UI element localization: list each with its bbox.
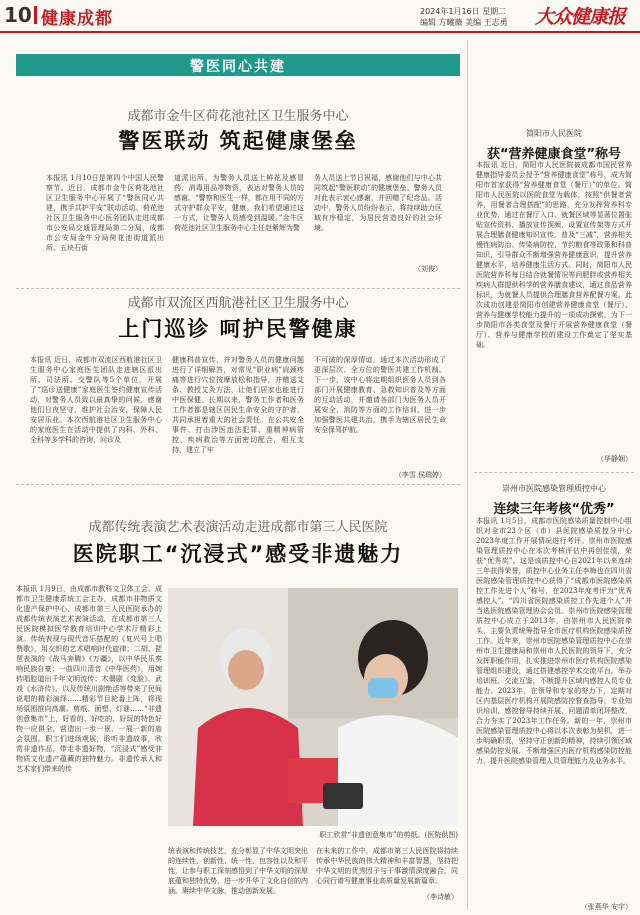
article1-headline: 警医联动 筑起健康堡垒 — [118, 129, 358, 153]
article1-column-3: 务人员送上节日祝福，感谢他们与中心共同筑起“警医联动”的健康堡垒。警务人员对此表示衷心感谢，并回赠了纪念品。活动中，警务人员纷纷表示，将持续助力区域有序稳定，为居民营造良好的社会环境。 — [314, 174, 442, 232]
article3-column-1: 本报讯 1月9日，由成都市教科文卫体工会、成都市卫生健康系统工会主办，成都市非物质文化遗产保护中心、成都市第三人民医院承办的成都传统表演艺术表演活动，在成都市第三人民医院模拟医学教育培训中心学术厅精彩上演。传统表现与现代音乐搭配的《复兴号上唱赞歌》，用交织的艺术唱响时代旋律；二胡、琵琶表演的《战马奔腾》《万疆》，以中华民乐奏响民族自豪；一曲四川清音《中华医药》，用婉转唱腔道出千年文明流传；木偶剧《变脸》、武戏《水浒传》、以及传统川剧绝活等带来了民间说唱的精彩演绎……精彩节目轮番上阵，将现场氛围推向高潮。剪纸、面塑、灯谜……“非遗创意集市”上，好看的、好吃的、好玩的特色好物一应俱全，营造出一步一景、一展一新的庙会氛围。职工们进场观展，聆听非遗故事，欣赏非遗作品，带走非遗好物，“沉浸式”感受非物质文化遗产蕴藏的独特魅力。非遗传承人和艺术家们带来的传 — [16, 585, 162, 773]
article2-kicker: 成都市双流区西航港社区卫生服务中心 — [127, 296, 349, 311]
news-photo — [168, 588, 458, 826]
article3-signature: （李诗敏） — [423, 893, 458, 901]
article1-signature: （刘俊） — [414, 265, 442, 273]
article1-column-1: 本报讯 1月10日是第四个中国人民警察节。近日，成都市金牛区荷花池社区卫生服务中心开展了“警医同心共建，携手共护平安”联动活动。荷花池社区卫生服务中心医务团队走进成都市公安局交通管理局第二分局，成都市公安局金牛分局荷花池街道派出所、五块石街 — [46, 174, 164, 252]
newspaper-logo: 大众健康报 — [535, 6, 626, 28]
right2-kicker: 崇州市医院感染管理质控中心 — [502, 484, 606, 493]
article-separator — [16, 288, 460, 289]
right2-signature: （张燕华 安宇） — [580, 903, 632, 911]
article3-column-3: 在未来的工作中，成都市第三人民医院将持续传承中华民族的伟大精神和丰富智慧，坚持把中华文明的优秀因子与干事激情深度融合，同心同行谱写健康事业高质量发展新篇章。 — [316, 847, 458, 885]
article2-signature: （李雪 侯瑞婷） — [394, 471, 446, 479]
article-separator — [474, 472, 634, 473]
article2-column-1: 本报讯 近日，成都市双流区西航港社区卫生服务中心家庭医生团队走进辖区派出所、司法所、交警队等5个单位，开展了“巡诊送健康”家庭医生签约健康宣传活动，对警务人员致以最真挚的问候，感谢他们日夜坚守，维护社会治安，保障人民安居乐业。本次西航港社区卫生服务中心的家庭医生在活动中提供了内科、外科、全科等多学科的咨询，问诊及 — [30, 356, 162, 444]
column-divider — [467, 40, 468, 910]
editor-credits: 编辑 方曦薇 美编 王志勇 — [420, 18, 508, 27]
article-separator — [16, 484, 460, 485]
right1-signature: （华静娴） — [597, 455, 632, 463]
photo-caption: 职工欣赏“非遗创意集市”的剪纸。(医院供图) — [319, 831, 458, 839]
page-number: 10 — [4, 3, 32, 27]
right2-body: 本报讯 1月5日，成都市医院感染质量控制中心组织对全市23个区（市）县医院感染质控分中心2023年度工作开展情况进行考评。崇州市医院感染管理质控中心在本次考核评估中再创佳绩，荣获“优秀奖”。这是该质控中心自2021年以来连续三年获得荣誉，质控中心业务主任李梅也在四川省医院感染管理质控中心获得了“成都市医院感染质控工作先进个人”称号，在2023年度考评为“优秀感控人”、“四川省医院感染质控工作先进个人”并当选医院感染管理协会会员。崇州市医院感染管理质控中心成立于2013年，由崇州市人民医院牵头，主要负责统筹指导全市医疗机构医院感染质控工作。近年来，崇州市医院感染管理质控中心在崇州市卫生健康局和崇州市人民医院的领导下，充分发挥职能作用，扎实推进崇州市医疗机构医院感染管理组织建设，通过搭建感控学术交流平台，举办培训班、交流互鉴，不断提升区域内感控人员专业能力。2023年，在领导和专家的努力下，定期对区内基层医疗机构开展院感防控督查指导，专业知识培训，感控督导持续开展，问题清单闭环整改，合力夯实了2023年工作任务。新的一年，崇州市医院感染管理质控中心将以本次表彰为契机，进一步明确职责，坚持守正创新的精神，持续引领区域感染防控发展，不断增强区内医疗机构感染防控能力，提升医院感染管理人员管理能力及业务水平。 — [476, 517, 632, 765]
issue-date: 2024年1月16日 星期二 — [420, 7, 507, 16]
right1-body: 本报讯 近日，简阳市人民医院被成都市国民营养健康指导委员会授予“营养健康食堂”称号，成为简阳市首家获得“营养健康食堂（餐厅）”的单位。简阳市人民医院以医院食堂为载体，按照“供餐者营养，用餐者合理搭配”的思路，充分发挥营养科专业优势，通过在餐厅入口、就餐区域等显著位置张贴宣传资料、播放宣传视频、设置宣传架等方式开展合理膳食健康知识宣传，普及“三减”，营养相关慢性病防治、传染病防控、节约粮食等政策和科普知识，引导群众不断增强营养健康意识，提升营养健康水平，培养健康生活方式。同时，简阳市人民医院营养科每日结合就餐情况等问肥胖或营养相关疾病人群提供科学的营养膳食建议，通过食品营养标识，为就餐人员提供合理膳食营养配餐方案。此次成功创建是简阳市创建营养健康食堂（餐厅）、营养与健康学校能力提升的一项成功探索，为下一步简阳市各类食堂及餐厅开展营养健康食堂（餐厅）、营养与健康学校的建设工作奠定了坚实基础。 — [476, 161, 632, 349]
right1-headline: 获“营养健康食堂”称号 — [486, 147, 622, 162]
article3-kicker: 成都传统表演艺术表演活动走进成都市第三人民医院 — [88, 520, 388, 535]
article3-column-2: 统表演和传统技艺，充分彰显了中华文明突出的连续性、创新性、统一性、包容性以及和平性，让参与职工深刻感悟到了中华文明的深厚底蕴和独特优势，进一步升华了文化自信的内涵。赓续中华文脉，推动创新发展。 — [168, 847, 308, 895]
section-title: 健康成都 — [41, 9, 113, 29]
header-rule — [0, 31, 640, 33]
article3-headline: 医院职工“沉浸式”感受非遗魅力 — [72, 542, 404, 566]
article2-column-2: 健康科普宣传，并对警务人员的健康问题进行了详细解答，对常见“职业病”肩颈疼痛等进行穴位按摩放松和指导，并赠送艾条、教授艾灸方法，让他们居家也能进行中医保健。长期以来，警务工作者和医务工作者都是辖区居民生命安全的守护者，共同承担着重大的社会责任。在公共安全事件、打击涉医违法犯罪、重精神病管控、疾病救治等方面密切配合，相互支持，建立了牢 — [172, 356, 304, 454]
article1-column-2: 道派出所，为警务人员送上鲜花及感冒药、消毒用品等物资，表达对警务人员的感谢。“警察和医生一样，都在用不同的方式守护群众平安，健康。我们希望通过这一方式，让警务人员感受到温暖。”金牛区荷花池社区卫生服务中心主任赵紫辉为警 — [174, 174, 304, 232]
article2-column-3: 不可破的深厚情谊，通过本次活动形成了更深层次、全方位的警医共建工作机制。下一步，该中心将定期组织医务人员到各部门开展健康教育、急救知识普及等方面的互动活动，并邀请各部门为医务人员开展安全、消防等方面的工作培训，进一步加强警医共建共治，携手为辖区居民生命安全保驾护航。 — [314, 356, 446, 434]
topic-banner-title: 警医同心共建 — [190, 59, 286, 75]
article1-kicker: 成都市金牛区荷花池社区卫生服务中心 — [127, 109, 349, 124]
article2-headline: 上门巡诊 呵护民警健康 — [118, 317, 358, 341]
right2-headline: 连续三年考核“优秀” — [493, 502, 615, 517]
header-divider — [34, 6, 37, 24]
right1-kicker: 简阳市人民医院 — [526, 129, 582, 138]
